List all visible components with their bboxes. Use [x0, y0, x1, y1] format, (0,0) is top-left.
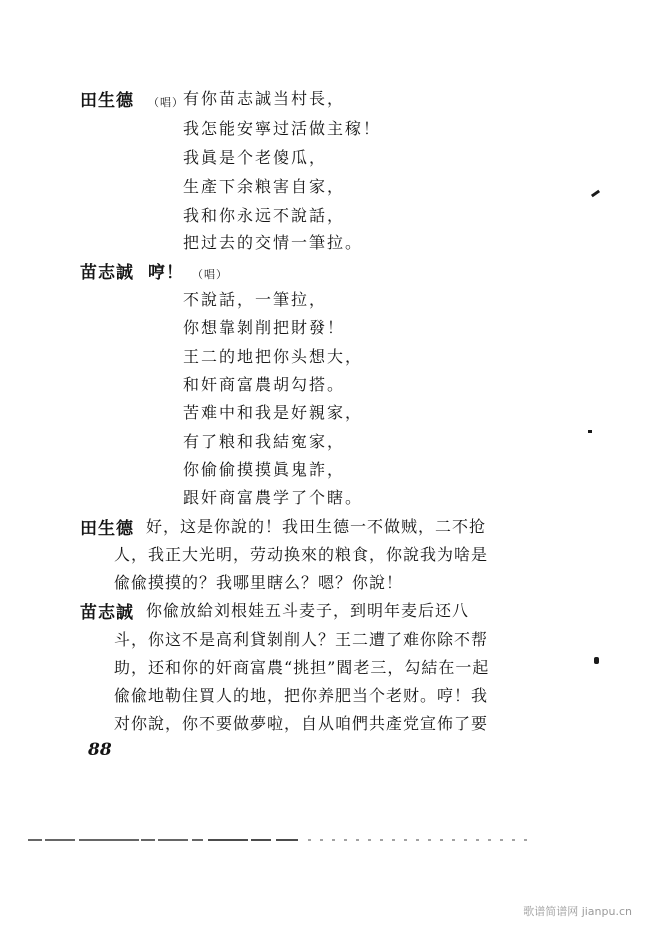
- verse-line: 有你苗志誠当村長，: [183, 89, 346, 108]
- dialogue-line: 你偸放給刘根娃五斗麦子，到明年麦后还八: [146, 601, 470, 620]
- dialogue-line: 对你說，你不要做夢啦，自从咱們共產党宣佈了要: [114, 714, 489, 733]
- dialogue-line: 人，我正大光明，劳动换來的粮食，你說我为啥是: [114, 545, 489, 564]
- verse-line: 王二的地把你头想大，: [183, 347, 364, 366]
- verse-line: 有了粮和我結寃家，: [183, 432, 346, 451]
- verse-line: 苦难中和我是好親家，: [183, 403, 364, 422]
- verse-line: 不說話，一筆拉，: [183, 290, 328, 309]
- speaker-miao-zhicheng-1: 苗志誠 哼！ （唱）: [80, 263, 228, 283]
- watermark: 歌谱简谱网 jianpu.cn: [523, 905, 632, 918]
- dialogue-line: 偸偸摸摸的？我哪里瞎么？嗯？你說！: [114, 573, 404, 592]
- verse-line: 你偷偷摸摸眞鬼詐，: [183, 460, 346, 479]
- speaker-tian-shengde-2: 田生德: [80, 519, 134, 539]
- verse-line: 和奸商富農胡勾搭。: [183, 375, 346, 394]
- stage-direction-sing: （唱）: [148, 96, 184, 109]
- scan-edge-line: [28, 836, 538, 844]
- ink-speck: [591, 190, 600, 198]
- ink-speck: [594, 657, 599, 664]
- stage-direction-sing: （唱）: [192, 268, 228, 281]
- verse-line: 我和你永远不說話，: [183, 206, 346, 225]
- verse-line: 我眞是个老傻瓜，: [183, 148, 328, 167]
- ink-speck: [588, 430, 592, 433]
- verse-line: 你想靠剝削把財發！: [183, 318, 346, 337]
- dialogue-line: 斗，你这不是高利貸剝削人？王二遭了难你除不帮: [114, 630, 489, 649]
- speaker-miao-zhicheng-2: 苗志誠: [80, 603, 134, 623]
- verse-line: 跟奸商富農学了个瞎。: [183, 488, 364, 507]
- interjection: 哼！: [148, 263, 184, 283]
- verse-line: 生產下余粮害自家，: [183, 177, 346, 196]
- speaker-tian-shengde-1: 田生德 （唱）: [80, 91, 184, 111]
- dialogue-line: 好，这是你說的！我田生德一不做贼，二不抢: [146, 517, 487, 536]
- dialogue-line: 偸偸地勒住買人的地，把你养肥当个老财。哼！我: [114, 686, 489, 705]
- verse-line: 我怎能安寧过活做主稼！: [183, 119, 382, 138]
- dialogue-line: 助，还和你的奸商富農“挑担”閻老三，勾結在一起: [114, 658, 490, 677]
- page-number: 88: [88, 740, 112, 760]
- verse-line: 把过去的交情一筆拉。: [183, 233, 364, 252]
